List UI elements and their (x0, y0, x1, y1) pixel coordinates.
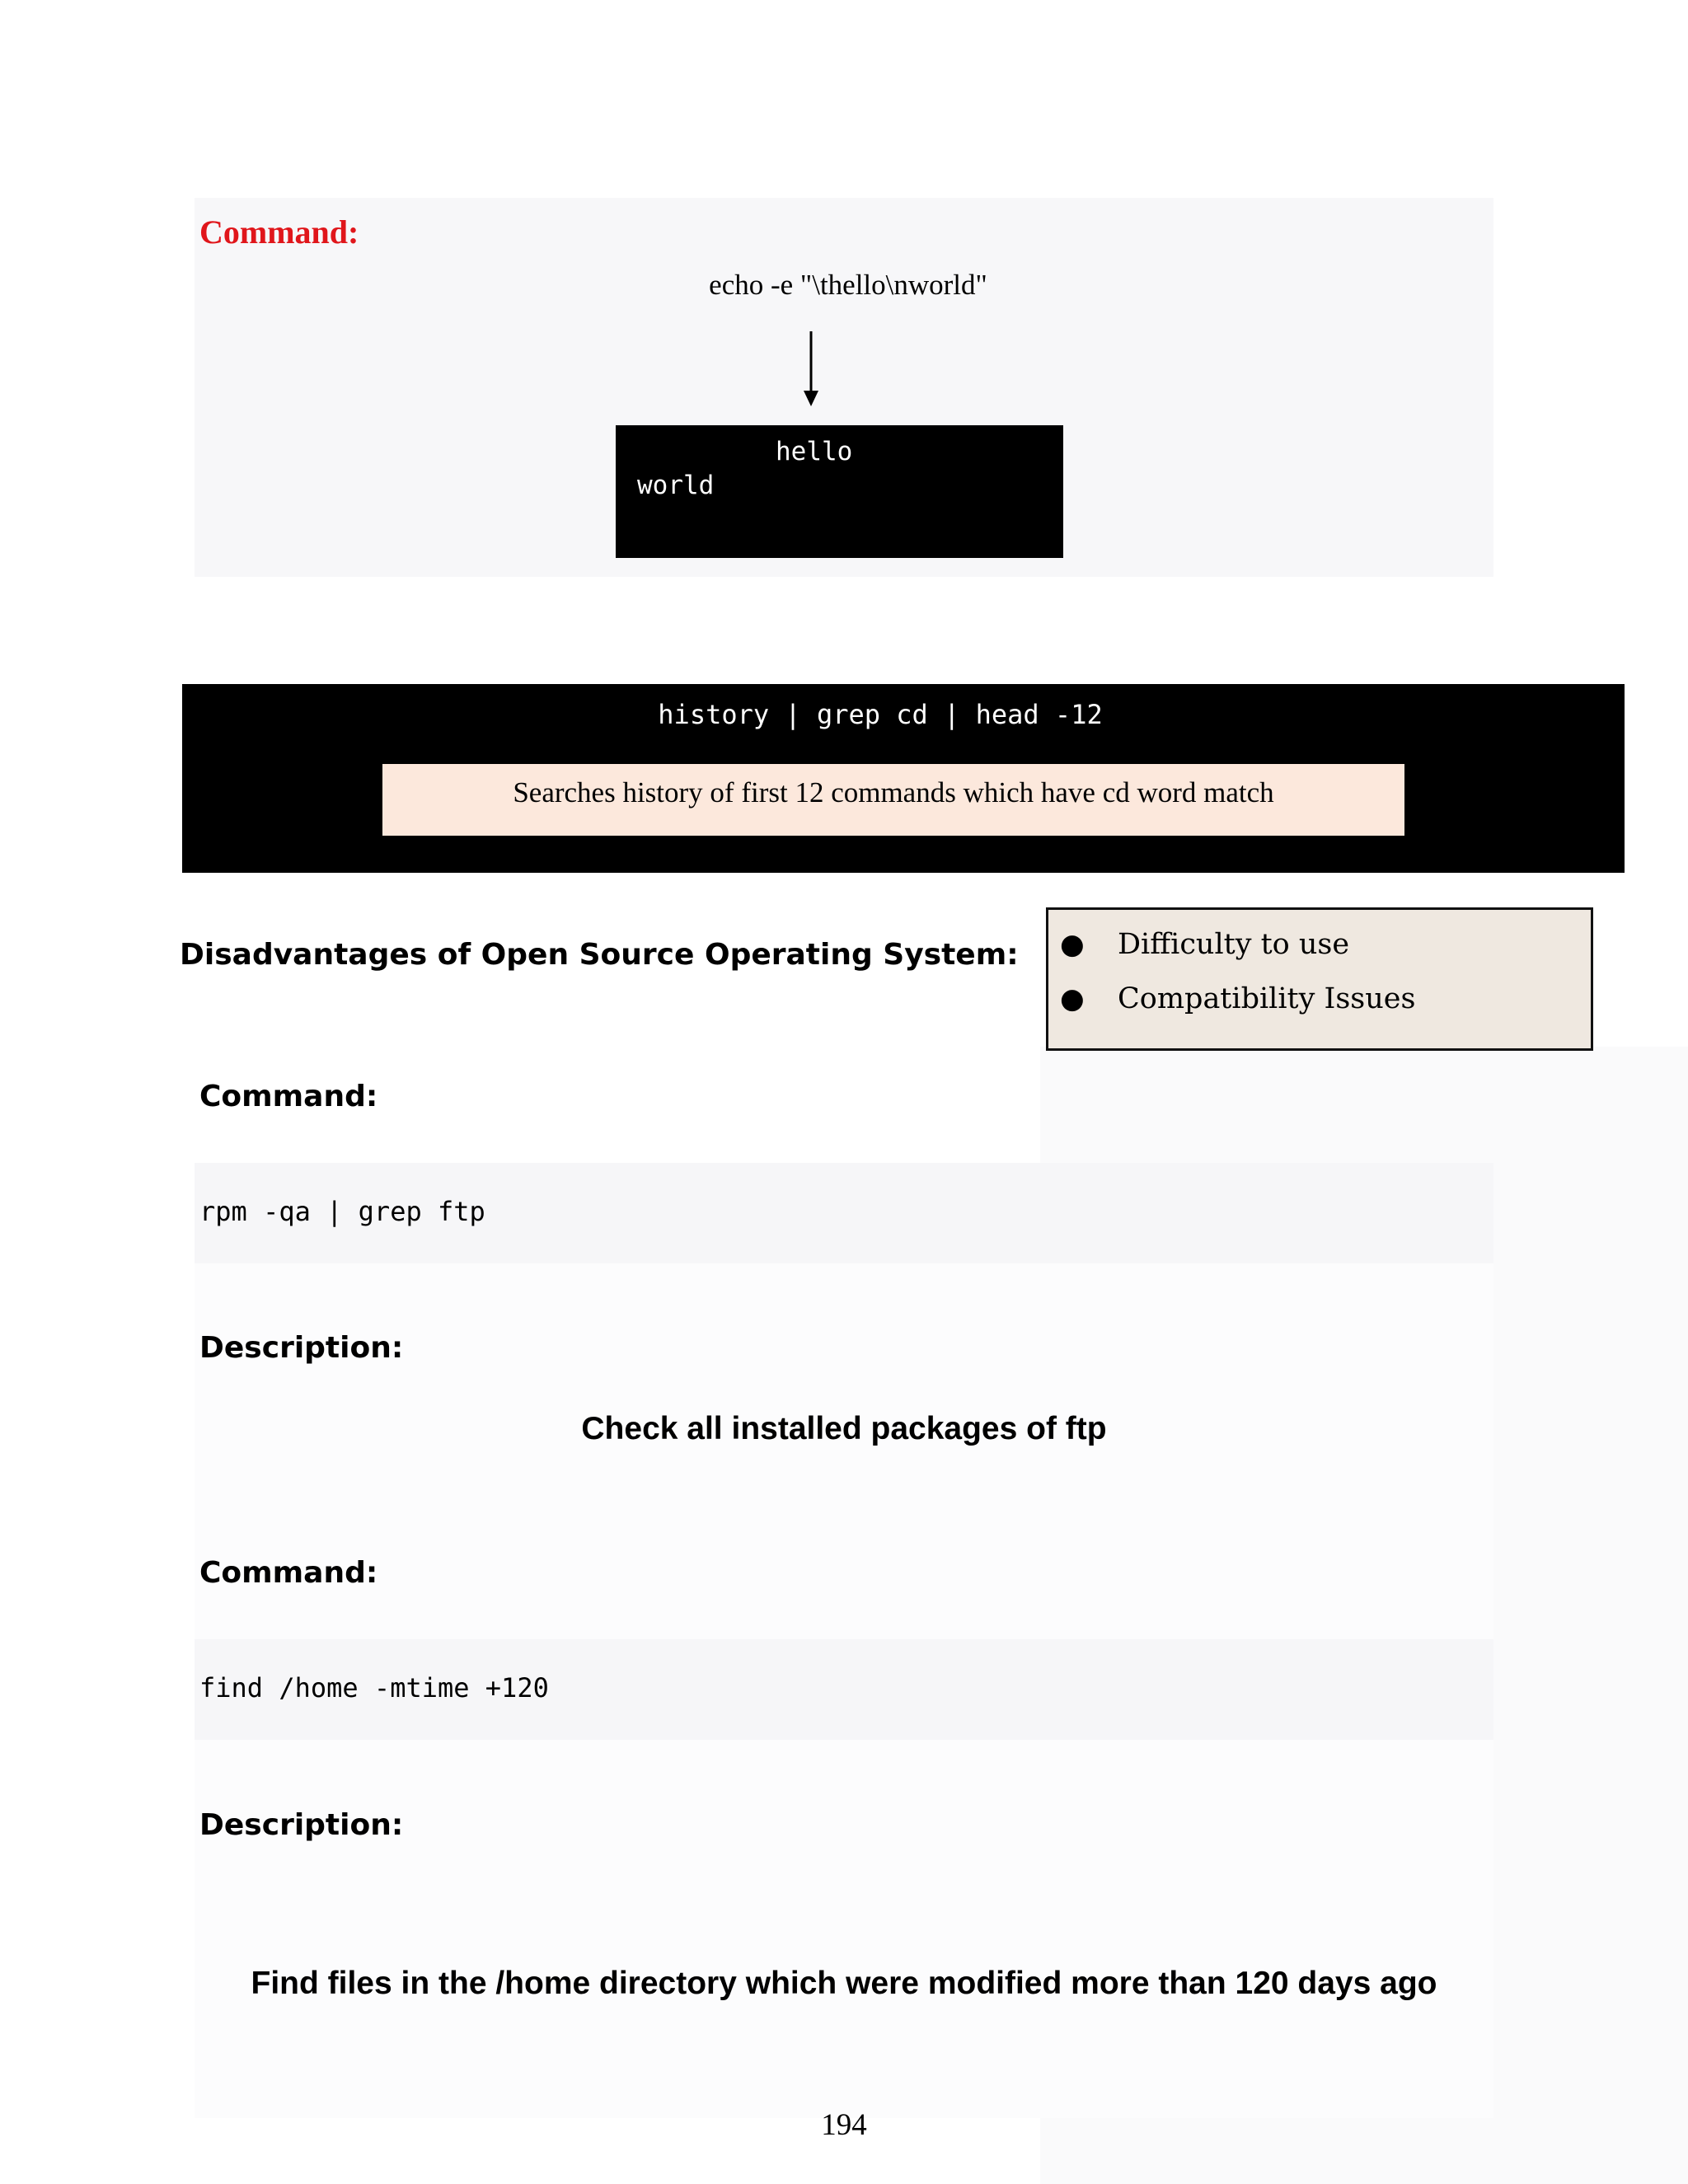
find-description: Find files in the /home directory which were modified more than 120 days ago (251, 1966, 1437, 2001)
code-block (195, 1163, 1493, 1263)
disadvantages-list (1060, 921, 1416, 1030)
terminal-output-box (616, 425, 1063, 558)
list-item-text: Difficulty to use (1118, 928, 1350, 961)
echo-command-text: echo -e "\thello\nworld" (709, 269, 987, 301)
rpm-description: Check all installed packages of ftp (581, 1411, 1107, 1446)
history-description: Searches history of first 12 commands which have cd word match (382, 764, 1404, 836)
description-label: Description: (199, 1331, 404, 1365)
bullet-icon: ● (1060, 928, 1085, 961)
history-command-banner (182, 684, 1625, 873)
disadvantages-heading: Disadvantages of Open Source Operating System: (180, 938, 1019, 972)
page-number: 194 (821, 2108, 867, 2142)
output-line: hello (776, 437, 853, 466)
command-label: Command: (199, 213, 359, 251)
list-item (1060, 976, 1416, 1030)
code-block (195, 1639, 1493, 1740)
down-arrow-icon (801, 330, 821, 408)
history-command-text: history | grep cd | head -12 (658, 699, 1103, 730)
command-label: Command: (199, 1556, 378, 1590)
disadvantages-callout (1046, 907, 1593, 1051)
list-item (1060, 921, 1415, 976)
find-command-text: find /home -mtime +120 (199, 1672, 549, 1704)
bullet-icon: ● (1060, 982, 1085, 1015)
description-label: Description: (199, 1808, 404, 1842)
list-item-text: Compatibility Issues (1118, 982, 1416, 1015)
output-line: world (637, 471, 715, 500)
command-label: Command: (199, 1080, 378, 1113)
rpm-command-text: rpm -qa | grep ftp (199, 1196, 485, 1227)
